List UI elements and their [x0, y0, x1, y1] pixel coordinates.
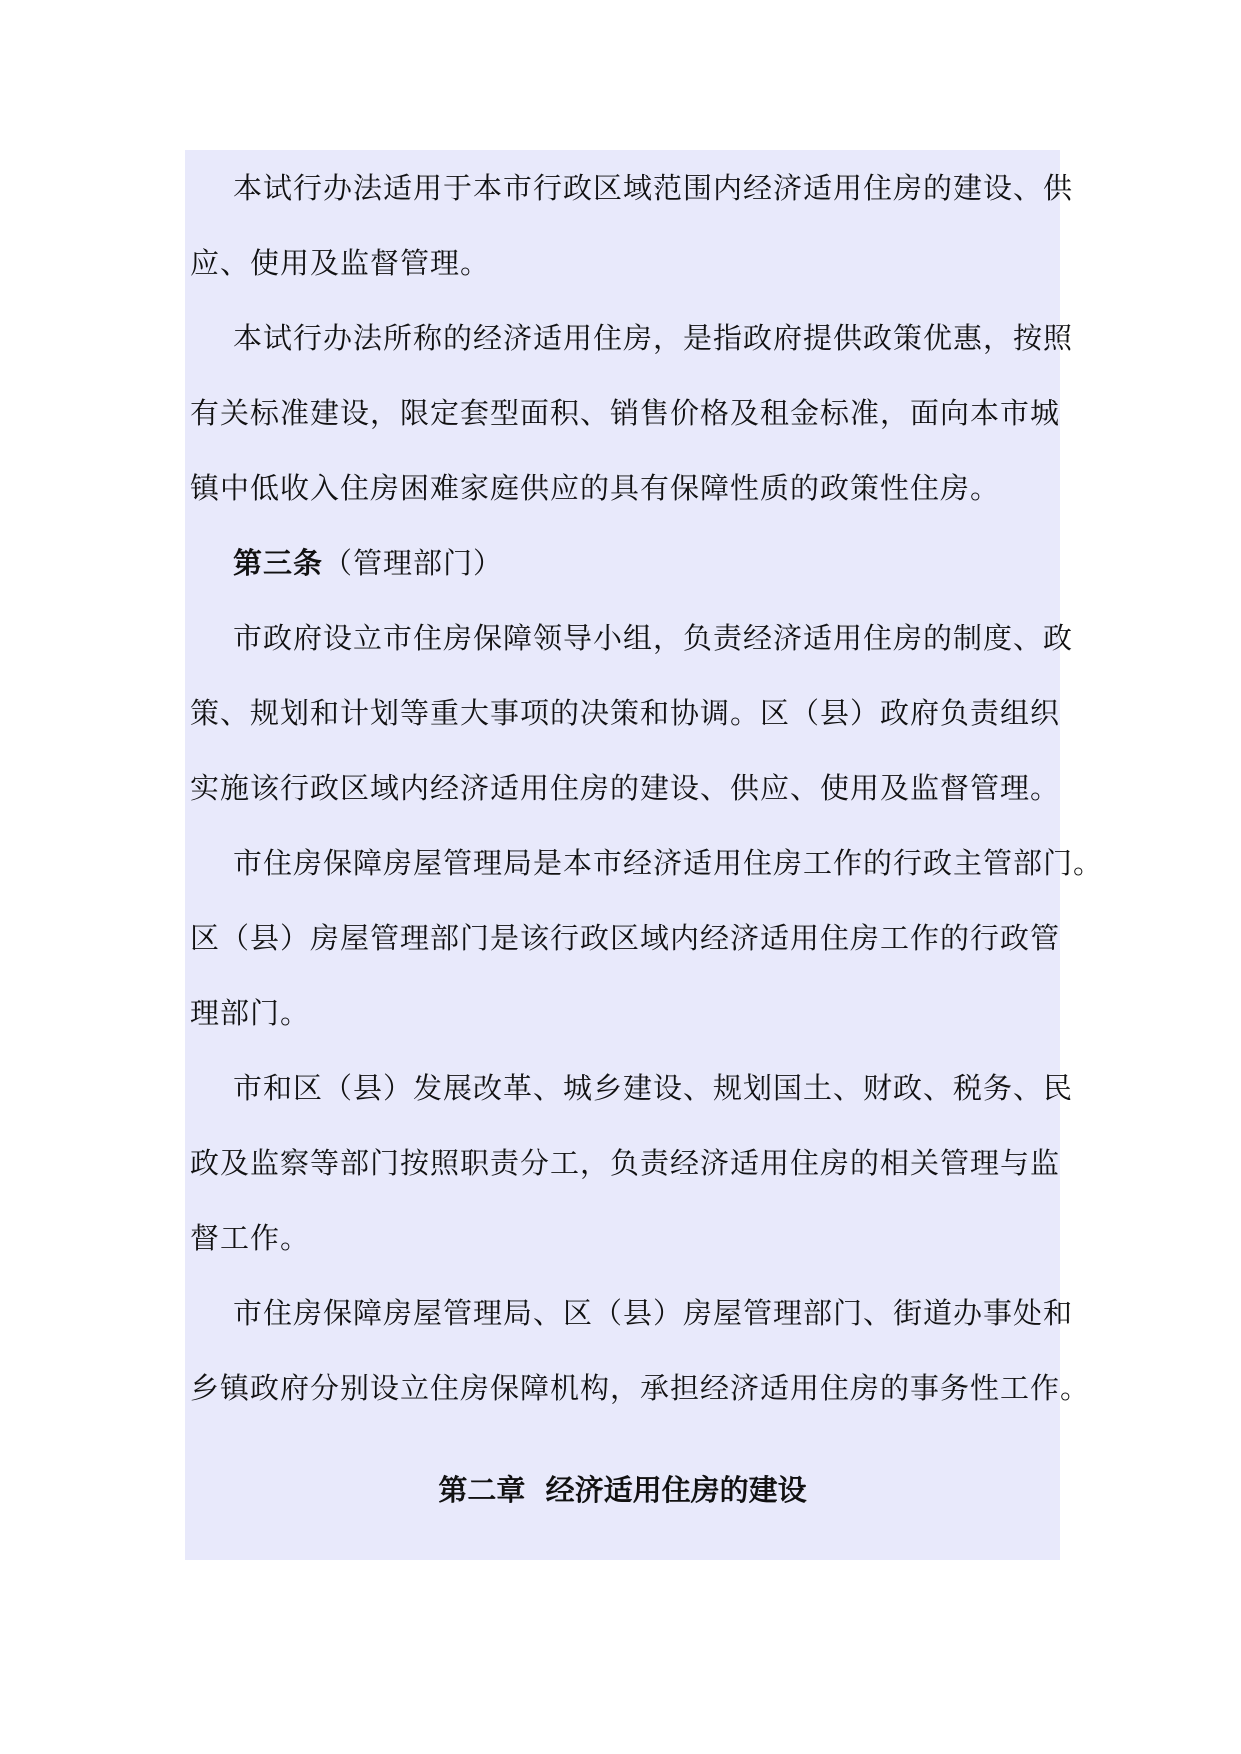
paragraph-line: 市住房保障房屋管理局、区（县）房屋管理部门、街道办事处和: [233, 1296, 1074, 1330]
paragraph-line: 市住房保障房屋管理局是本市经济适用住房工作的行政主管部门。: [233, 846, 1104, 880]
article-title: （管理部门）: [323, 546, 504, 580]
paragraph-line: 策、规划和计划等重大事项的决策和协调。区（县）政府负责组织: [190, 696, 1061, 730]
paragraph-line: 理部门。: [190, 996, 311, 1030]
chapter-title: 第二章 经济适用住房的建设: [438, 1473, 807, 1507]
article-label: 第三条: [233, 546, 324, 580]
article-heading: [233, 543, 503, 583]
paragraph-line: 政及监察等部门按照职责分工，负责经济适用住房的相关管理与监: [190, 1146, 1061, 1180]
paragraph-line: 本试行办法适用于本市行政区域范围内经济适用住房的建设、供: [233, 171, 1074, 205]
document-text-block: [185, 150, 1104, 1560]
paragraph-line: 镇中低收入住房困难家庭供应的具有保障性质的政策性住房。: [190, 471, 1001, 505]
paragraph-line: 督工作。: [190, 1221, 311, 1255]
paragraph-line: 区（县）房屋管理部门是该行政区域内经济适用住房工作的行政管: [190, 921, 1061, 955]
paragraph-line: 本试行办法所称的经济适用住房，是指政府提供政策优惠，按照: [233, 321, 1074, 355]
paragraph-line: 应、使用及监督管理。: [190, 246, 491, 280]
paragraph-line: 实施该行政区域内经济适用住房的建设、供应、使用及监督管理。: [190, 771, 1061, 805]
paragraph-line: 市和区（县）发展改革、城乡建设、规划国土、财政、税务、民: [233, 1071, 1074, 1105]
paragraph-line: 有关标准建设，限定套型面积、销售价格及租金标准，面向本市城: [190, 396, 1061, 430]
paragraph-line: 市政府设立市住房保障领导小组，负责经济适用住房的制度、政: [233, 621, 1074, 655]
paragraph-line: 乡镇政府分别设立住房保障机构，承担经济适用住房的事务性工作。: [190, 1371, 1091, 1405]
